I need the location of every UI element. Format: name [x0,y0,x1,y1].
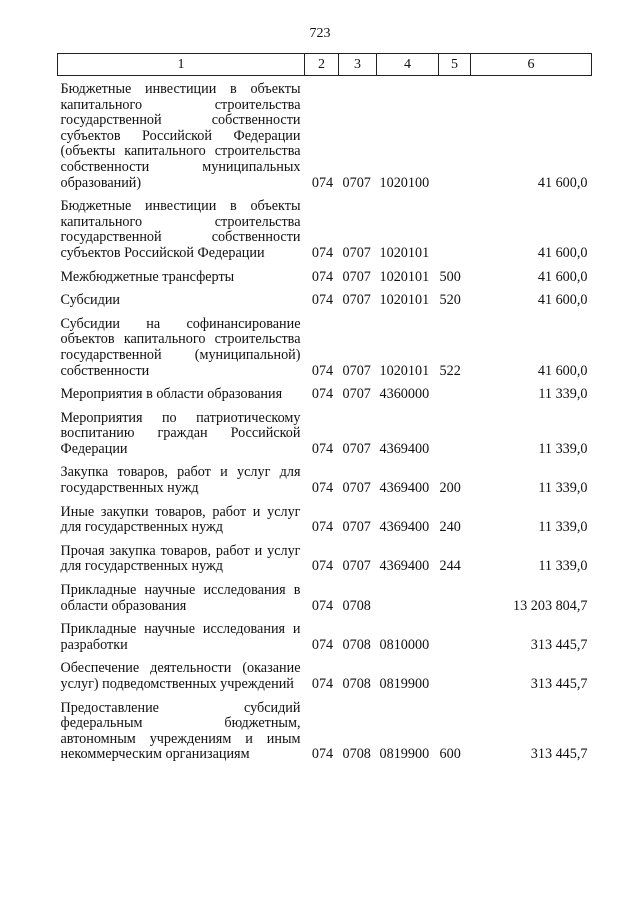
row-amount: 313 445,7 [530,676,588,692]
row-target-code: 0819900 [379,746,430,763]
budget-table [57,53,592,763]
header-row [58,54,592,76]
row-target-code: 4369400 [379,440,430,457]
row-section-code: 0707 [342,386,371,403]
row-section-code: 0707 [342,362,371,379]
row-gr-code: 074 [311,558,334,575]
row-section-code: 0708 [342,676,371,692]
row-name: Закупка товаров, работ и услуг для государственных нужд [60,464,301,497]
row-expense-type [439,403,471,458]
header-col-6: 6 [471,54,592,76]
row-target-code: 1020101 [379,362,430,379]
row-name: Субсидии на софинансирование объектов капитального строительства государственной (муниципальной) собственности [60,315,301,379]
row-section-code: 0707 [342,558,371,575]
row-gr-code: 074 [311,386,334,403]
row-expense-type: 244 [439,558,461,575]
row-target-code: 1020101 [379,268,430,285]
row-gr-code: 074 [311,292,334,309]
table-row [58,262,592,286]
table-body [58,76,592,763]
row-expense-type [439,614,471,653]
row-target-code: 4369400 [379,519,430,536]
row-section-code: 0708 [342,636,371,653]
row-gr-code: 074 [311,597,334,614]
row-expense-type [439,379,471,403]
table-row [58,309,592,379]
row-target-code: 4369400 [379,480,430,497]
row-amount: 41 600,0 [537,292,588,309]
row-name: Мероприятия по патриотическому воспитанию граждан Российской Федерации [60,409,301,457]
row-expense-type [439,191,471,261]
row-name: Прочая закупка товаров, работ и услуг для государственных нужд [60,542,301,575]
row-name: Межбюджетные трансферты [60,268,235,285]
row-section-code: 0707 [342,440,371,457]
row-amount: 11 339,0 [538,440,588,457]
row-expense-type [439,76,471,192]
row-amount: 13 203 804,7 [513,597,588,614]
row-amount: 41 600,0 [537,174,588,191]
row-section-code: 0708 [342,597,371,614]
table-row [58,614,592,653]
table-row [58,76,592,192]
row-amount: 313 445,7 [530,636,588,653]
row-gr-code: 074 [311,480,334,497]
row-gr-code: 074 [311,244,334,261]
table-row [58,191,592,261]
row-name: Бюджетные инвестиции в объекты капитального строительства государственной собственности субъектов Российской Федерации (объекты капитального строительства собственности муниципальных образований) [60,81,301,191]
row-target-code: 4369400 [379,558,430,575]
row-gr-code: 074 [311,174,334,191]
row-gr-code: 074 [311,440,334,457]
table-row [58,457,592,496]
header-col-1: 1 [58,54,305,76]
row-gr-code: 074 [311,268,334,285]
row-amount: 41 600,0 [537,244,588,261]
row-amount: 11 339,0 [538,386,588,403]
header-col-2: 2 [305,54,339,76]
row-expense-type: 522 [439,362,461,379]
row-target-code: 0810000 [379,636,430,653]
row-amount: 11 339,0 [538,558,588,575]
table-row [58,403,592,458]
row-expense-type [439,653,471,692]
row-name: Предоставление субсидий федеральным бюджетным, автономным учреждениям и иным некоммерческим организациям [60,699,301,763]
row-target-code: 1020101 [379,244,430,261]
row-section-code: 0707 [342,244,371,261]
row-expense-type: 200 [439,480,461,497]
row-name: Субсидии [60,292,121,309]
table-row [58,379,592,403]
row-gr-code: 074 [311,676,334,692]
row-name: Прикладные научные исследования в области образования [60,582,301,614]
row-target-code [377,575,439,614]
row-section-code: 0707 [342,268,371,285]
header-col-5: 5 [439,54,471,76]
row-name: Прикладные научные исследования и разработки [60,621,301,653]
row-target-code: 1020100 [379,174,430,191]
row-amount: 11 339,0 [538,519,588,536]
row-expense-type [439,575,471,614]
row-section-code: 0707 [342,480,371,497]
row-section-code: 0708 [342,746,371,763]
header-col-3: 3 [339,54,377,76]
row-section-code: 0707 [342,174,371,191]
table-row [58,653,592,692]
row-name: Бюджетные инвестиции в объекты капитального строительства государственной собственности субъектов Российской Федерации [60,198,301,261]
page-number: 723 [309,26,331,41]
table-row [58,693,592,763]
row-gr-code: 074 [311,362,334,379]
row-amount: 313 445,7 [530,746,588,763]
row-amount: 11 339,0 [538,480,588,497]
row-target-code: 4360000 [379,386,430,403]
row-gr-code: 074 [311,636,334,653]
table-row [58,536,592,575]
row-gr-code: 074 [311,519,334,536]
table-header [58,54,592,76]
row-expense-type: 520 [439,292,461,309]
row-expense-type: 600 [439,746,461,763]
table-row [58,575,592,614]
row-target-code: 1020101 [379,292,430,309]
row-section-code: 0707 [342,519,371,536]
row-name: Иные закупки товаров, работ и услуг для государственных нужд [60,503,301,536]
row-name: Обеспечение деятельности (оказание услуг) подведомственных учреждений [60,660,301,692]
table-row [58,497,592,536]
row-expense-type: 240 [439,519,461,536]
header-col-4: 4 [377,54,439,76]
table-row [58,285,592,309]
row-target-code: 0819900 [379,676,430,692]
row-section-code: 0707 [342,292,371,309]
row-name: Мероприятия в области образования [60,386,283,403]
row-amount: 41 600,0 [537,268,588,285]
row-expense-type: 500 [439,268,461,285]
row-amount: 41 600,0 [537,362,588,379]
row-gr-code: 074 [311,746,334,763]
